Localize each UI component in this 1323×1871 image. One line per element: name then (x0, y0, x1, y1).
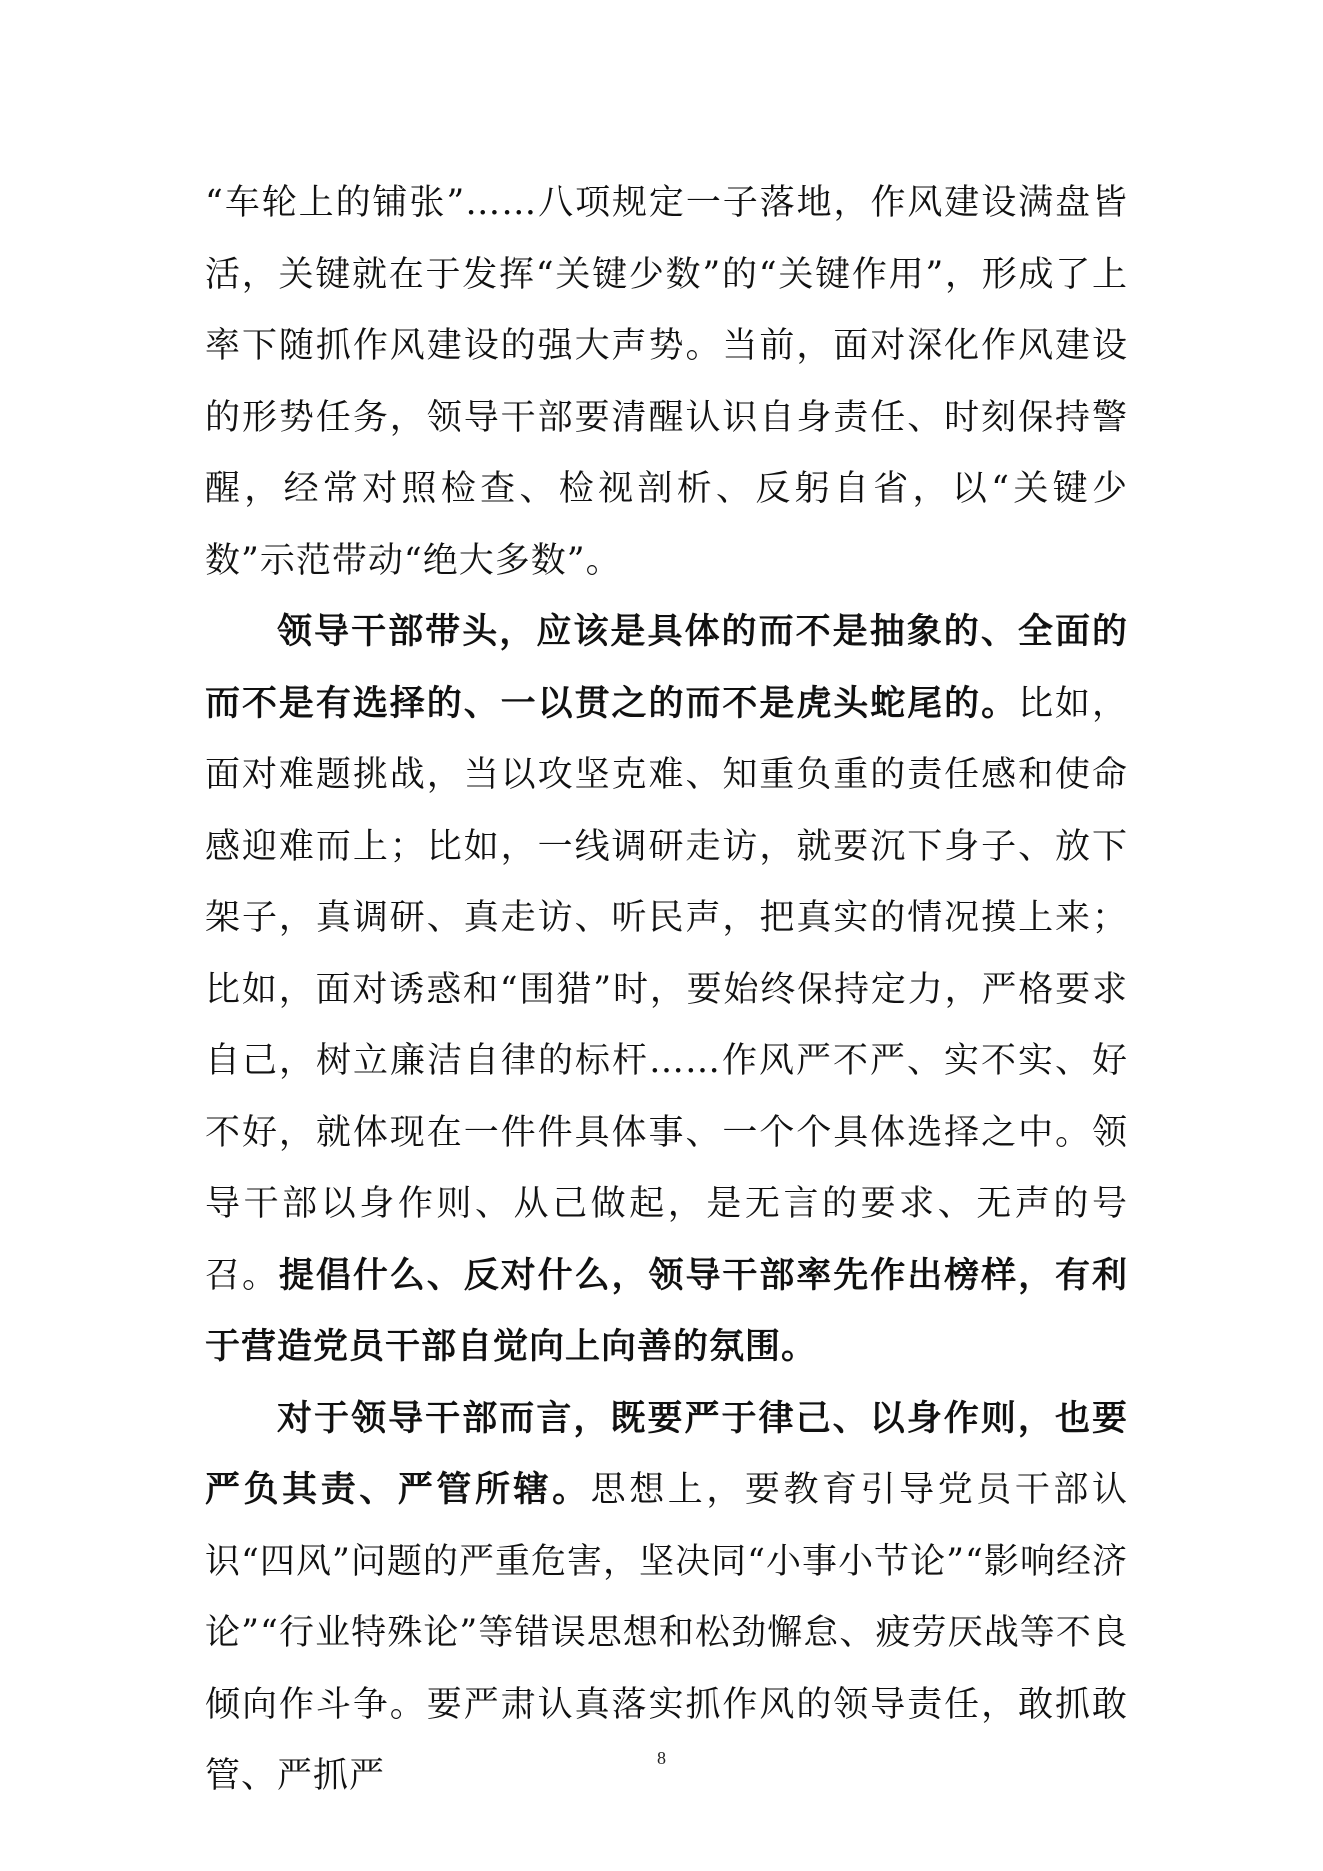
paragraph-3-bold-lead: 对于领导干部而言，既要严于律己、以身作则，也要严负其责、严管所辖。 (205, 1398, 1128, 1510)
paragraph-3-body: 思想上，要教育引导党员干部认识“四风”问题的严重危害，坚决同“小事小节论”“影响经济论”“行业特殊论”等错误思想和松劲懈怠、疲劳厌战等不良倾向作斗争。要严肃认真落实抓作风的领导责任，敢抓敢管、严抓严 (205, 1470, 1128, 1796)
paragraph-2-bold-conclusion: 提倡什么、反对什么，领导干部率先作出榜样，有利于营造党员干部自觉向上向善的氛围。 (205, 1255, 1128, 1367)
document-body (205, 168, 1128, 1813)
paragraph-2-bold-lead: 领导干部带头，应该是具体的而不是抽象的、全面的而不是有选择的、一以贯之的而不是虎头蛇尾的。 (205, 612, 1128, 724)
paragraph-1-text: “车轮上的铺张”……八项规定一子落地，作风建设满盘皆活，关键就在于发挥“关键少数”的“关键作用”，形成了上率下随抓作风建设的强大声势。当前，面对深化作风建设的形势任务，领导干部要清醒认识自身责任、时刻保持警醒，经常对照检查、检视剖析、反躬自省，以“关键少数”示范带动“绝大多数”。 (205, 183, 1128, 581)
paragraph-2 (205, 597, 1128, 1384)
paragraph-1 (205, 168, 1128, 597)
paragraph-2-body: 比如，面对难题挑战，当以攻坚克难、知重负重的责任感和使命感迎难而上；比如，一线调研走访，就要沉下身子、放下架子，真调研、真走访、听民声，把真实的情况摸上来；比如，面对诱惑和“围猎”时，要始终保持定力，严格要求自己，树立廉洁自律的标杆……作风严不严、实不实、好不好，就体现在一件件具体事、一个个具体选择之中。领导干部以身作则、从己做起，是无言的要求、无声的号召。 (205, 683, 1128, 1296)
page-number: 8 (657, 1748, 666, 1768)
